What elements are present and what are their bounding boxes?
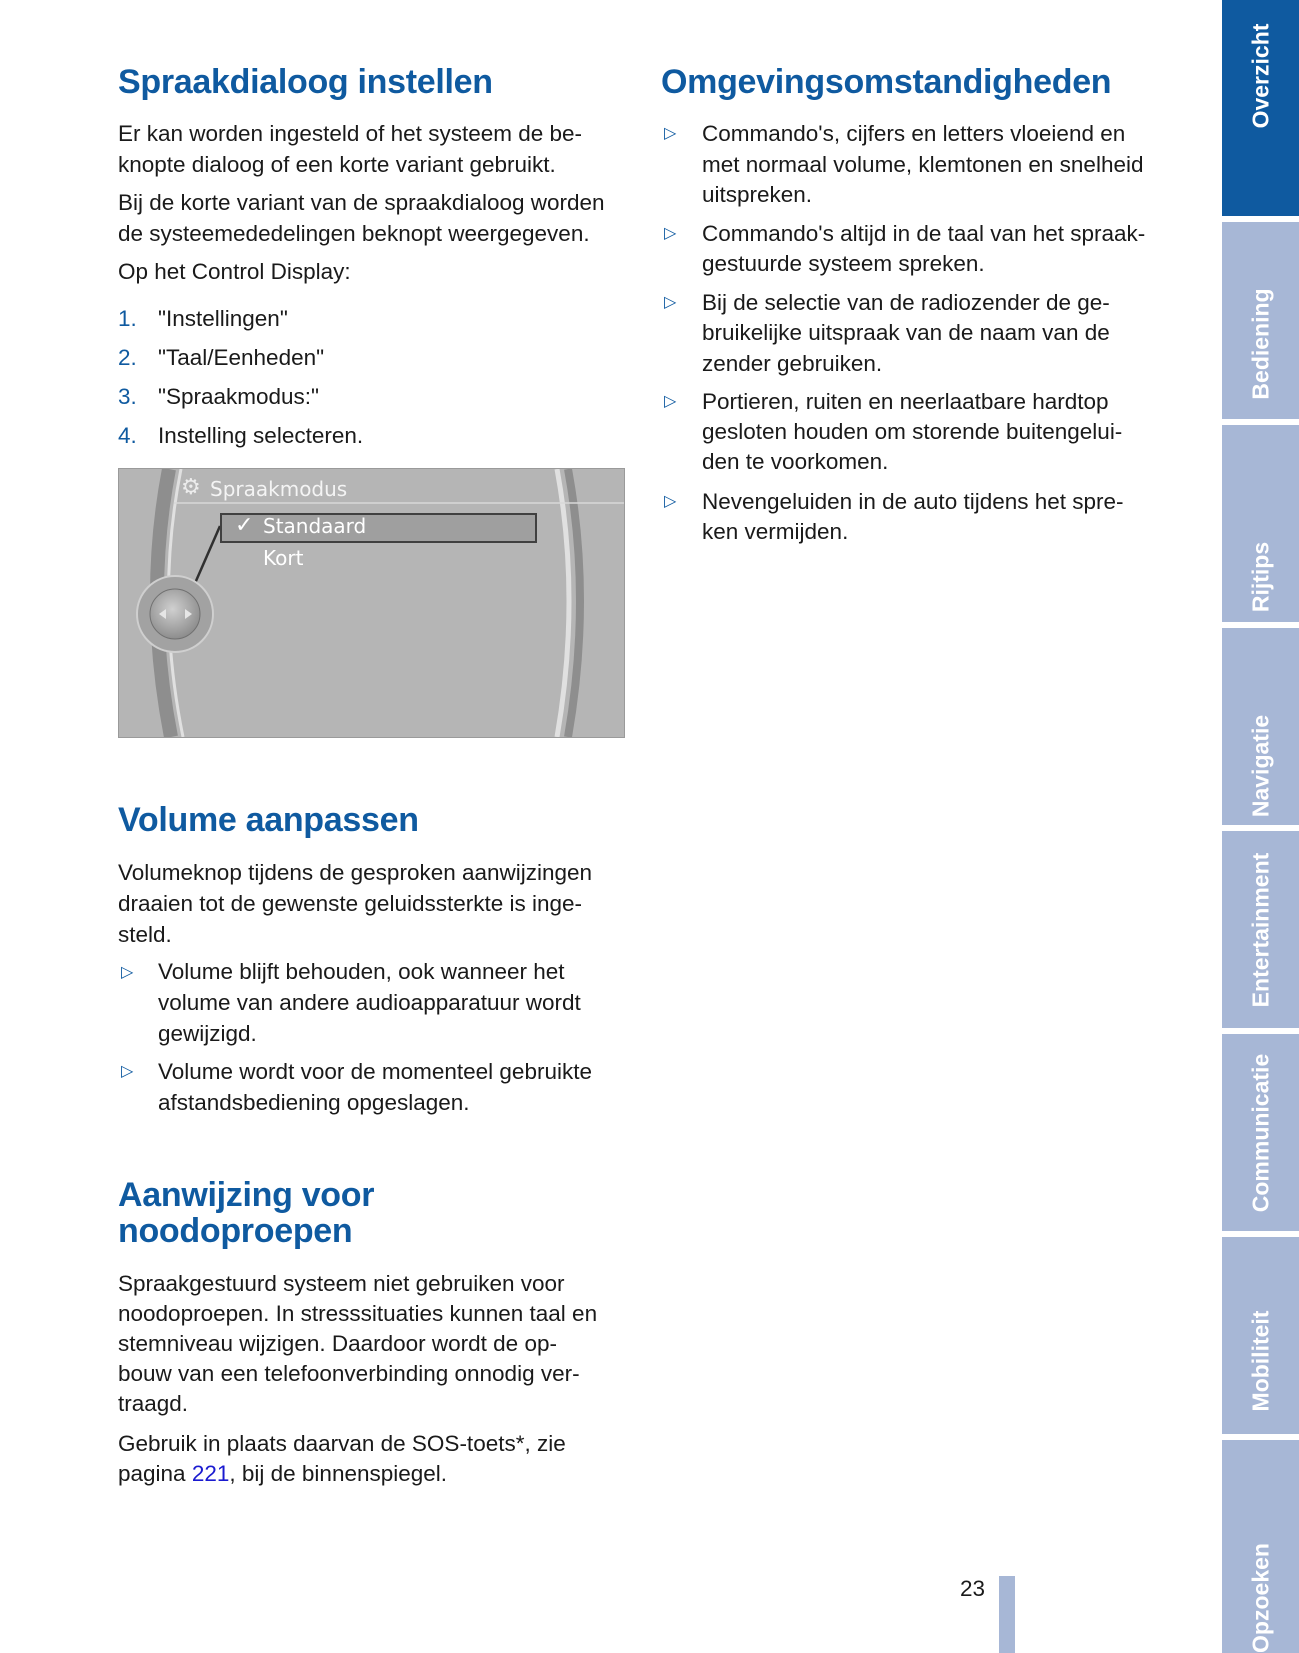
para-line: Bij de korte variant van de spraakdialoog worden — [118, 190, 605, 215]
bullet-line: Portieren, ruiten en neerlaatbare hardtop — [702, 389, 1109, 414]
step-text: "Taal/Eenheden" — [158, 345, 325, 370]
para-line: Spraakgestuurd systeem niet gebruiken voor — [118, 1271, 565, 1296]
bullet-line: met normaal volume, klemtonen en snelheid — [702, 152, 1144, 177]
text-fragment: , bij de binnenspiegel. — [229, 1461, 448, 1486]
heading-spraakdialoog: Spraakdialoog instellen — [118, 63, 493, 101]
tab-rijtips[interactable] — [1222, 425, 1299, 622]
tab-label: Bediening — [1247, 288, 1273, 400]
screen-option-kort[interactable]: Kort — [263, 546, 304, 570]
tab-label: Opzoeken — [1247, 1542, 1273, 1653]
tab-opzoeken[interactable] — [1222, 1440, 1299, 1653]
bullet-line: gesloten houden om storende buitengelui- — [702, 419, 1123, 444]
heading-volume: Volume aanpassen — [118, 801, 419, 839]
bullet-icon: ▷ — [121, 1063, 134, 1080]
para-line — [118, 1458, 447, 1489]
tab-mobiliteit[interactable] — [1222, 1237, 1299, 1434]
tab-navigatie[interactable] — [1222, 628, 1299, 825]
para-line: steld. — [118, 922, 172, 947]
text-fragment: pagina — [118, 1461, 192, 1486]
para-line: draaien tot de gewenste geluidssterkte is inge- — [118, 891, 583, 916]
tab-communicatie[interactable] — [1222, 1034, 1299, 1231]
screen-background-art — [119, 469, 624, 737]
step-number: 2. — [118, 345, 137, 370]
para-line: stemniveau wijzigen. Daardoor wordt de op- — [118, 1331, 557, 1356]
bullet-line: Nevengeluiden in de auto tijdens het spre- — [702, 489, 1124, 514]
bullet-icon: ▷ — [664, 225, 677, 242]
bullet-line: uitspreken. — [702, 182, 813, 207]
tab-bediening[interactable] — [1222, 222, 1299, 419]
para-line: de systeemededelingen beknopt weergegeven. — [118, 221, 590, 246]
page-number-bar — [999, 1576, 1015, 1653]
bullet-line: bruikelijke uitspraak van de naam van de — [702, 320, 1110, 345]
bullet-line: Volume blijft behouden, ook wanneer het — [158, 959, 565, 984]
para-line: traagd. — [118, 1391, 189, 1416]
para-line: knopte dialoog of een korte variant gebruikt. — [118, 152, 556, 177]
tab-entertainment[interactable] — [1222, 831, 1299, 1028]
bullet-line: Commando's altijd in de taal van het spraak- — [702, 221, 1146, 246]
tab-label: Communicatie — [1247, 1053, 1273, 1212]
gear-icon: ⚙ — [181, 474, 201, 499]
para-line: Volumeknop tijdens de gesproken aanwijzingen — [118, 860, 593, 885]
screen-option-standaard[interactable]: Standaard — [263, 514, 367, 538]
screen-title: Spraakmodus — [210, 477, 348, 501]
bullet-line: afstandsbediening opgeslagen. — [158, 1090, 470, 1115]
heading-noodoproepen-line1: Aanwijzing voor — [118, 1176, 375, 1214]
step-text: "Spraakmodus:" — [158, 384, 320, 409]
bullet-icon: ▷ — [664, 294, 677, 311]
bullet-icon: ▷ — [664, 493, 677, 510]
bullet-line: den te voorkomen. — [702, 449, 889, 474]
para-line: bouw van een telefoonverbinding onnodig ver- — [118, 1361, 580, 1386]
bullet-line: Commando's, cijfers en letters vloeiend en — [702, 121, 1126, 146]
heading-noodoproepen-line2: noodoproepen — [118, 1212, 353, 1250]
control-display-screen — [118, 468, 625, 738]
tab-label: Navigatie — [1247, 714, 1273, 818]
para-line: Op het Control Display: — [118, 259, 351, 284]
bullet-icon: ▷ — [664, 125, 677, 142]
bullet-line: gestuurde systeem spreken. — [702, 251, 985, 276]
page-number: 23 — [960, 1576, 986, 1601]
tab-label: Rijtips — [1247, 541, 1273, 612]
para-line: Er kan worden ingesteld of het systeem de be- — [118, 121, 583, 146]
bullet-line: gewijzigd. — [158, 1021, 257, 1046]
tab-label: Overzicht — [1247, 23, 1273, 129]
bullet-icon: ▷ — [121, 964, 134, 981]
step-number: 1. — [118, 306, 137, 331]
bullet-line: Volume wordt voor de momenteel gebruikte — [158, 1059, 592, 1084]
bullet-line: ken vermijden. — [702, 519, 849, 544]
bullet-line: Bij de selectie van de radiozender de ge- — [702, 290, 1110, 315]
bullet-icon: ▷ — [664, 393, 677, 410]
bullet-line: zender gebruiken. — [702, 351, 883, 376]
step-number: 4. — [118, 423, 137, 448]
tab-overzicht[interactable] — [1222, 0, 1299, 216]
para-line: Gebruik in plaats daarvan de SOS-toets*, zie — [118, 1431, 566, 1456]
para-line: noodoproepen. In stresssituaties kunnen taal en — [118, 1301, 598, 1326]
step-text: "Instellingen" — [158, 306, 288, 331]
step-text: Instelling selecteren. — [158, 423, 364, 448]
step-number: 3. — [118, 384, 137, 409]
page-link-221[interactable]: 221 — [191, 1461, 230, 1486]
tab-label: Mobiliteit — [1247, 1310, 1273, 1412]
bullet-line: volume van andere audioapparatuur wordt — [158, 990, 581, 1015]
heading-omgevingsomstandigheden: Omgevingsomstandigheden — [661, 63, 1112, 101]
check-icon: ✓ — [235, 512, 254, 537]
tab-label: Entertainment — [1247, 852, 1273, 1007]
